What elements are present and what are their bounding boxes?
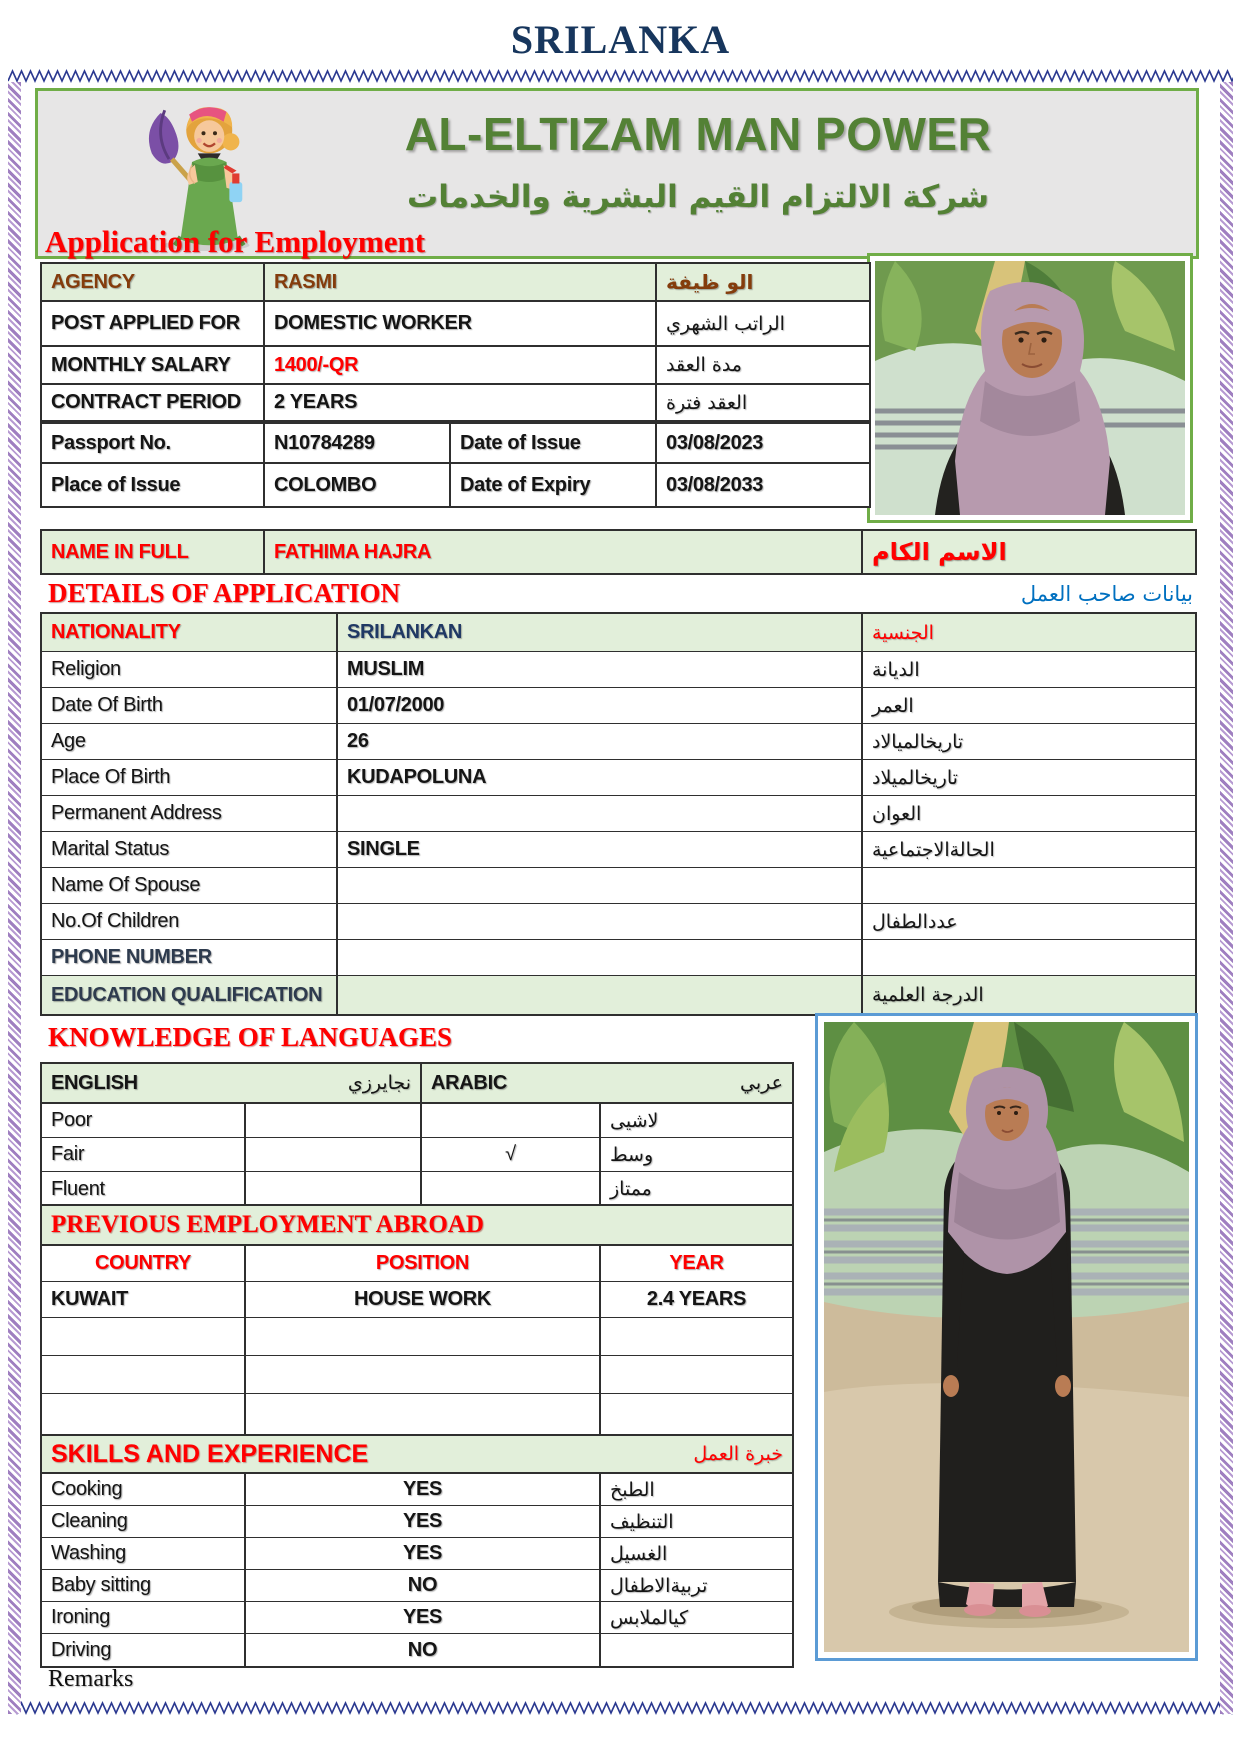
- arabic-header-arabic: عربي: [740, 1072, 783, 1094]
- post-value: DOMESTIC WORKER: [265, 302, 657, 345]
- country-cell: KUWAIT: [42, 1282, 246, 1317]
- detail-arabic: الجنسية: [872, 621, 934, 644]
- arabic-mark-cell: [422, 1104, 601, 1137]
- agency-label: AGENCY: [42, 264, 265, 300]
- date-of-issue-label: Date of Issue: [451, 424, 657, 462]
- detail-value: [338, 940, 863, 975]
- right-rope-border: [1220, 82, 1233, 1714]
- skill-value: NO: [246, 1634, 601, 1666]
- detail-arabic: تاريخالميلاد: [872, 766, 958, 789]
- language-level-label: Poor: [42, 1104, 246, 1137]
- detail-arabic: الديانة: [872, 658, 920, 681]
- skill-label: Cooking: [42, 1474, 246, 1505]
- detail-value: SRILANKAN: [338, 614, 863, 651]
- detail-arabic: عددالطفال: [872, 910, 958, 933]
- detail-arabic: تاريخالميالاد: [872, 730, 964, 753]
- detail-label: Date Of Birth: [42, 688, 338, 723]
- year-cell: [601, 1318, 792, 1355]
- skills-title: SKILLS AND EXPERIENCE: [51, 1439, 369, 1468]
- position-cell: [246, 1356, 601, 1393]
- detail-label: Place Of Birth: [42, 760, 338, 795]
- details-table: [40, 612, 1197, 1016]
- date-of-expiry-label: Date of Expiry: [451, 464, 657, 506]
- skill-label: Baby sitting: [42, 1570, 246, 1601]
- position-cell: [246, 1394, 601, 1434]
- detail-value: 26: [338, 724, 863, 759]
- english-mark-cell: [246, 1104, 422, 1137]
- applicant-portrait-photo: [867, 253, 1193, 523]
- salary-value: 1400/-QR: [265, 347, 657, 383]
- detail-label: Age: [42, 724, 338, 759]
- level-arabic: وسط: [610, 1143, 654, 1166]
- company-name-arabic: شركة الالتزام القيم البشرية والخدمات: [407, 179, 989, 215]
- detail-label: Marital Status: [42, 832, 338, 867]
- date-of-expiry-value: 03/08/2033: [666, 473, 764, 496]
- country-cell: [42, 1318, 246, 1355]
- contract-label-arabic: العقد فترة: [666, 391, 748, 414]
- skill-arabic: التنظيف: [610, 1510, 674, 1533]
- year-cell: [601, 1356, 792, 1393]
- contract-label: CONTRACT PERIOD: [42, 385, 265, 420]
- contract-value: 2 YEARS: [265, 385, 657, 420]
- date-of-issue-value: 03/08/2023: [666, 431, 764, 454]
- name-value: FATHIMA HAJRA: [265, 531, 863, 573]
- level-arabic: لاشيى: [610, 1109, 659, 1132]
- detail-value: [338, 976, 863, 1014]
- previous-employment-table: [40, 1204, 794, 1436]
- skill-label: Cleaning: [42, 1506, 246, 1537]
- detail-value: SINGLE: [338, 832, 863, 867]
- skill-value: YES: [246, 1474, 601, 1505]
- country-cell: [42, 1356, 246, 1393]
- page-title: SRILANKA: [510, 17, 731, 62]
- language-level-label: Fair: [42, 1138, 246, 1171]
- skill-label: Driving: [42, 1634, 246, 1666]
- passport-no-label: Passport No.: [42, 424, 265, 462]
- detail-label: EDUCATION QUALIFICATION: [42, 976, 338, 1014]
- skill-arabic: كيالملابس: [610, 1606, 689, 1629]
- detail-value: KUDAPOLUNA: [338, 760, 863, 795]
- position-header: POSITION: [246, 1246, 601, 1281]
- post-label: POST APPLIED FOR: [42, 302, 265, 345]
- bottom-zigzag-border: [8, 1700, 1233, 1716]
- english-mark-cell: [246, 1172, 422, 1206]
- detail-value: [338, 796, 863, 831]
- place-of-issue-label: Place of Issue: [42, 464, 265, 506]
- employment-table: [40, 262, 871, 508]
- skill-value: NO: [246, 1570, 601, 1601]
- company-name: AL-ELTIZAM MAN POWER: [404, 108, 992, 160]
- detail-value: 01/07/2000: [338, 688, 863, 723]
- skill-arabic: الغسيل: [610, 1542, 668, 1565]
- english-header: ENGLISH: [51, 1071, 138, 1094]
- salary-label: MONTHLY SALARY: [42, 347, 265, 383]
- detail-value: MUSLIM: [338, 652, 863, 687]
- place-of-issue-value: COLOMBO: [265, 464, 451, 506]
- year-header: YEAR: [669, 1252, 724, 1274]
- salary-label-arabic: مدة العقد: [666, 354, 742, 376]
- detail-label: Permanent Address: [42, 796, 338, 831]
- detail-arabic: العمر: [872, 694, 914, 717]
- applicant-full-length-photo: [815, 1013, 1198, 1661]
- details-title-arabic: بيانات صاحب العمل: [1020, 582, 1193, 606]
- top-zigzag-border: [8, 68, 1233, 84]
- detail-arabic: الدرجة العلمية: [872, 984, 984, 1006]
- left-rope-border: [8, 82, 21, 1714]
- skill-arabic: الطبخ: [610, 1478, 655, 1501]
- detail-value: [338, 904, 863, 939]
- level-arabic: ممتاز: [610, 1178, 652, 1200]
- detail-value: [338, 868, 863, 903]
- skill-value: YES: [246, 1602, 601, 1633]
- languages-title: KNOWLEDGE OF LANGUAGES: [48, 1022, 453, 1052]
- detail-label: NATIONALITY: [42, 614, 338, 651]
- skill-label: Washing: [42, 1538, 246, 1569]
- skill-arabic: [601, 1634, 792, 1666]
- passport-no-value: N10784289: [265, 424, 451, 462]
- languages-table: [40, 1062, 794, 1208]
- skill-value: YES: [246, 1538, 601, 1569]
- detail-label: No.Of Children: [42, 904, 338, 939]
- skill-value: YES: [246, 1506, 601, 1537]
- arabic-header: ARABIC: [431, 1071, 507, 1094]
- name-label-arabic: الاسم الكام: [872, 538, 1007, 566]
- detail-arabic: [863, 940, 1195, 975]
- english-header-arabic: نجايرزي: [347, 1072, 411, 1094]
- skills-title-arabic: خبرة العمل: [693, 1443, 783, 1465]
- skill-label: Ironing: [42, 1602, 246, 1633]
- arabic-mark-cell: √: [422, 1138, 601, 1171]
- details-title: DETAILS OF APPLICATION: [48, 578, 401, 608]
- country-cell: [42, 1394, 246, 1434]
- year-cell: [601, 1394, 792, 1434]
- detail-arabic: [863, 868, 1195, 903]
- arabic-mark-cell: [422, 1172, 601, 1206]
- detail-arabic: الحالةالاجتماعية: [872, 838, 995, 861]
- post-label-arabic: الراتب الشهري: [666, 312, 785, 335]
- detail-label: Name Of Spouse: [42, 868, 338, 903]
- detail-label: Religion: [42, 652, 338, 687]
- agency-value: RASMI: [265, 264, 657, 300]
- remarks-label: Remarks: [48, 1666, 134, 1692]
- position-cell: HOUSE WORK: [246, 1282, 601, 1317]
- name-row: [40, 529, 1197, 575]
- skill-arabic: تربيةالاطفال: [610, 1574, 708, 1597]
- detail-label: PHONE NUMBER: [42, 940, 338, 975]
- skills-table: [40, 1434, 794, 1668]
- application-title: Application for Employment: [45, 224, 426, 259]
- english-mark-cell: [246, 1138, 422, 1171]
- position-cell: [246, 1318, 601, 1355]
- previous-employment-title: PREVIOUS EMPLOYMENT ABROAD: [51, 1211, 484, 1238]
- year-cell: 2.4 YEARS: [646, 1288, 747, 1310]
- agency-label-arabic: الو ظيفة: [666, 270, 754, 294]
- language-level-label: Fluent: [42, 1172, 246, 1206]
- name-label: NAME IN FULL: [42, 531, 265, 573]
- country-header: COUNTRY: [42, 1246, 246, 1281]
- detail-arabic: العوان: [872, 802, 922, 825]
